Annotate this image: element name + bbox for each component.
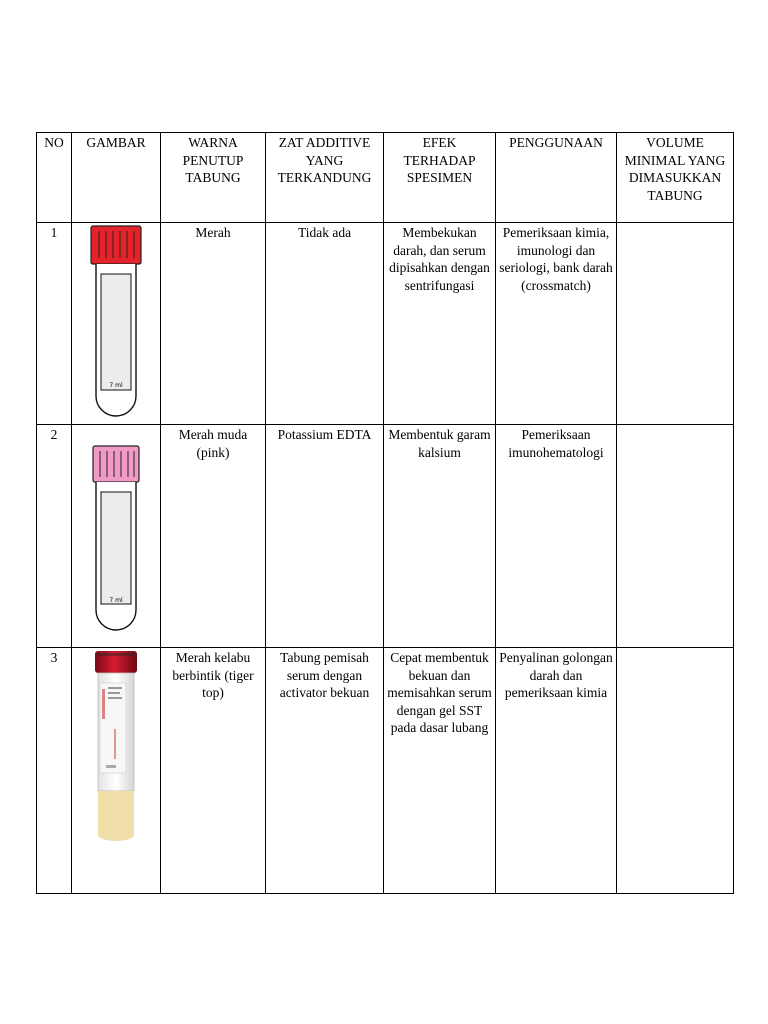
cell-penggunaan: Pemeriksaan imunohematologi (496, 425, 617, 648)
header-warna: WARNA PENUTUP TABUNG (161, 133, 266, 223)
cell-gambar (72, 223, 161, 425)
cell-volume (617, 425, 734, 648)
cell-warna: Merah kelabu berbintik (tiger top) (161, 648, 266, 894)
header-efek: EFEK TERHADAP SPESIMEN (384, 133, 496, 223)
cell-volume (617, 648, 734, 894)
blood-tube-table (36, 132, 734, 894)
tube-volume-label: 7 ml (109, 597, 123, 604)
cell-gambar (72, 648, 161, 894)
cell-penggunaan: Penyalinan golongan darah dan pemeriksaan kimia (496, 648, 617, 894)
cell-efek: Membekukan darah, dan serum dipisahkan dengan sentrifungasi (384, 223, 496, 425)
header-penggunaan: PENGGUNAAN (496, 133, 617, 223)
serum-layer (98, 791, 134, 841)
pink-cap-tube-icon (86, 426, 146, 632)
header-no: NO (37, 133, 72, 223)
cell-warna: Merah (161, 223, 266, 425)
header-zat: ZAT ADDITIVE YANG TERKANDUNG (266, 133, 384, 223)
header-volume: VOLUME MINIMAL YANG DIMASUKKAN TABUNG (617, 133, 734, 223)
cell-efek: Cepat membentuk bekuan dan memisahkan serum dengan gel SST pada dasar lubang (384, 648, 496, 894)
red-cap-tube-icon (86, 224, 146, 418)
cell-volume (617, 223, 734, 425)
cell-no: 2 (37, 425, 72, 648)
cell-warna: Merah muda (pink) (161, 425, 266, 648)
tube-volume-label: 7 ml (109, 382, 123, 389)
table-row (37, 648, 734, 894)
cell-penggunaan: Pemeriksaan kimia, imunologi dan seriologi, bank darah (crossmatch) (496, 223, 617, 425)
cell-no: 1 (37, 223, 72, 425)
cell-efek: Membentuk garam kalsium (384, 425, 496, 648)
table-header-row (37, 133, 734, 223)
cell-zat: Potassium EDTA (266, 425, 384, 648)
cell-zat: Tabung pemisah serum dengan activator bekuan (266, 648, 384, 894)
table-row (37, 223, 734, 425)
cell-zat: Tidak ada (266, 223, 384, 425)
table-row (37, 425, 734, 648)
header-gambar: GAMBAR (72, 133, 161, 223)
cell-gambar (72, 425, 161, 648)
cell-no: 3 (37, 648, 72, 894)
tiger-top-tube-icon (86, 649, 146, 849)
